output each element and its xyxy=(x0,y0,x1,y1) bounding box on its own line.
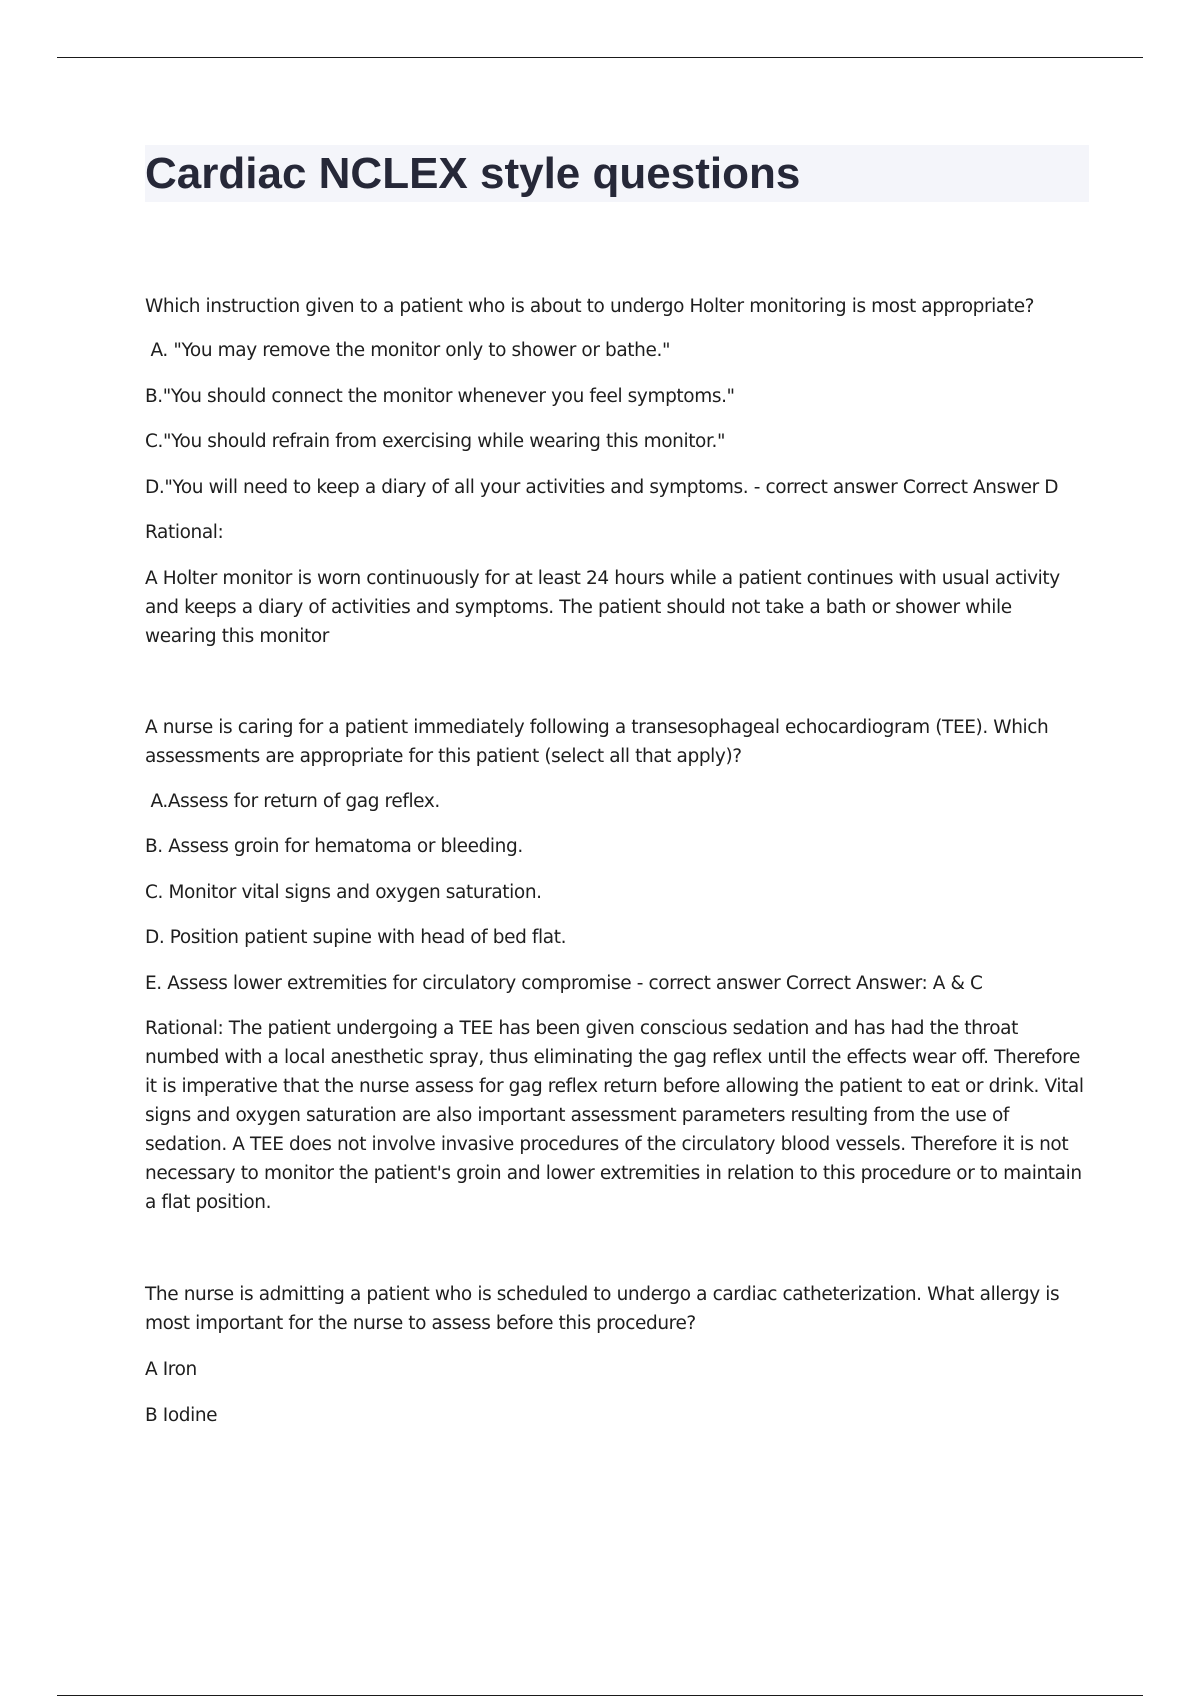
question-2-text: A nurse is caring for a patient immediately following a transesophageal echocardiogram (TEE). Which assessments are appropriate for this patient (select all that apply)? xyxy=(145,717,1049,767)
question-2-option-c: C. Monitor vital signs and oxygen saturation. xyxy=(145,882,542,903)
question-3-option-a: A Iron xyxy=(145,1359,197,1380)
question-1-rationale: A Holter monitor is worn continuously for at least 24 hours while a patient continues with usual activity and keeps a diary of activities and symptoms. The patient should not take a bath or shower while wearing this monitor xyxy=(145,568,1060,647)
question-2-option-e: E. Assess lower extremities for circulatory compromise - correct answer Correct Answer: A & C xyxy=(145,973,983,994)
question-1-option-d: D."You will need to keep a diary of all your activities and symptoms. - correct answer Correct Answer D xyxy=(145,477,1059,498)
question-1-rationale-label: Rational: xyxy=(145,522,224,543)
question-1-option-b: B."You should connect the monitor whenever you feel symptoms." xyxy=(145,386,735,407)
question-2-option-a: A.Assess for return of gag reflex. xyxy=(145,791,440,812)
top-rule xyxy=(57,57,1143,58)
question-1-text: Which instruction given to a patient who is about to undergo Holter monitoring is most appropriate? xyxy=(145,296,1035,317)
question-2-option-d: D. Position patient supine with head of bed flat. xyxy=(145,927,567,948)
page-title: Cardiac NCLEX style questions xyxy=(145,149,801,198)
bottom-rule xyxy=(57,1695,1143,1696)
question-3-text: The nurse is admitting a patient who is scheduled to undergo a cardiac catheterization. What allergy is most important for the nurse to assess before this procedure? xyxy=(145,1284,1060,1334)
question-1-option-a: A. "You may remove the monitor only to shower or bathe." xyxy=(145,340,671,361)
question-2-rationale: Rational: The patient undergoing a TEE has been given conscious sedation and has had the throat numbed with a local anesthetic spray, thus eliminating the gag reflex until the effects wear off. Therefore it is imperative that the nurse assess for gag reflex return before allowing the patient to eat or drink. Vital signs and oxygen saturation are also important assessment parameters resulting from the use of sedation. A TEE does not involve invasive procedures of the circulatory blood vessels. Therefore it is not necessary to monitor the patient's groin and lower extremities in relation to this procedure or to maintain a flat position. xyxy=(145,1018,1084,1213)
question-1-option-c: C."You should refrain from exercising while wearing this monitor." xyxy=(145,431,726,452)
question-3-option-b: B Iodine xyxy=(145,1405,218,1426)
question-2-option-b: B. Assess groin for hematoma or bleeding. xyxy=(145,836,523,857)
